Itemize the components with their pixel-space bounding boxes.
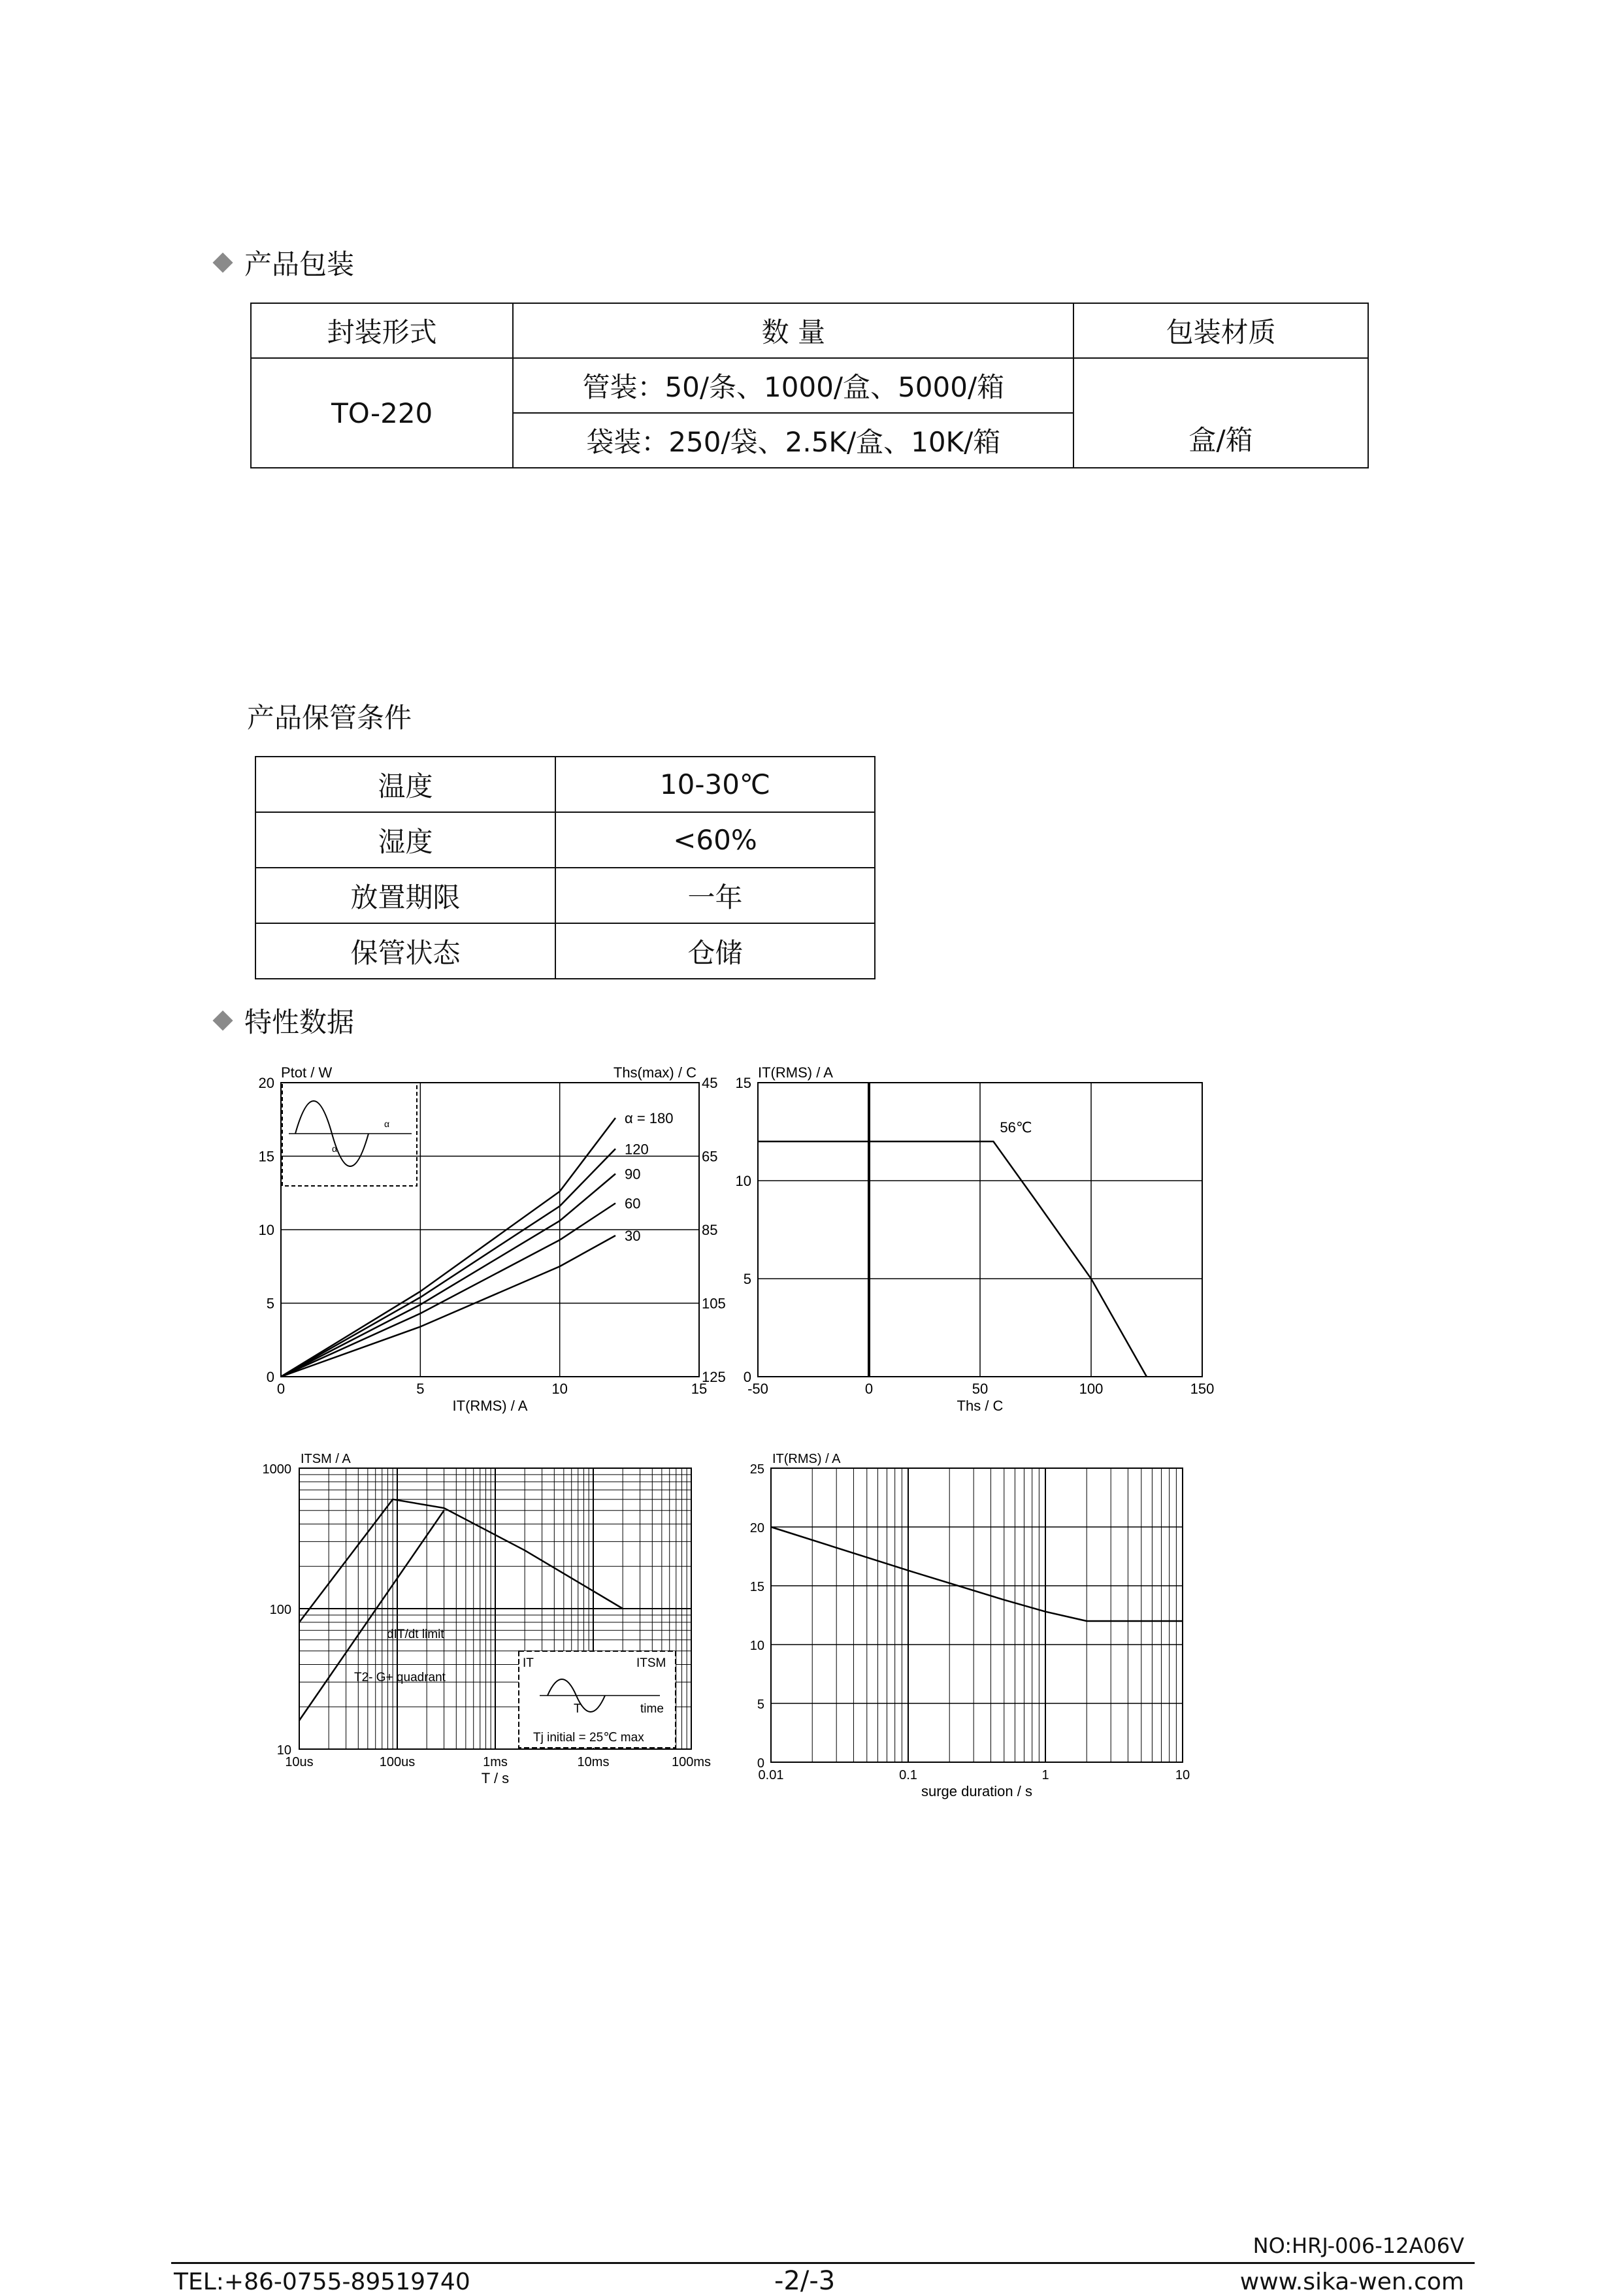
y-tick-label: 5 [743,1271,751,1287]
x-tick-label: 10ms [577,1755,610,1769]
storage-label: 保管状态 [255,923,555,979]
inset-alpha-label: α [332,1143,338,1154]
annotation-quadrant: T2- G+ quadrant [354,1671,446,1684]
y-right-tick-label: 105 [702,1295,726,1312]
y-tick-label: 0 [266,1369,274,1385]
annotation-itsm: ITSM [636,1656,666,1670]
annotation-it: IT [523,1656,534,1670]
header-quantity: 数 量 [513,303,1073,358]
storage-label: 温度 [255,757,555,812]
y-axis-label: IT(RMS) / A [772,1452,841,1466]
x-tick-label: 100 [1079,1381,1104,1397]
chart-power-dissipation [235,1055,745,1421]
y-tick-label: 15 [749,1580,764,1594]
series-line [281,1118,615,1377]
qty-bag-cell: 袋装：250/袋、2.5K/盒、10K/箱 [513,413,1073,468]
chart-surge-duration [732,1441,1228,1807]
plot-frame [771,1468,1183,1762]
chart-current-vs-temp [725,1055,1222,1421]
series-line [281,1236,615,1377]
x-tick-label: 10 [551,1381,568,1397]
storage-value: <60% [555,812,875,868]
storage-row [255,868,875,923]
x-axis-label: surge duration / s [921,1783,1032,1799]
x-tick-label: 1ms [483,1755,508,1769]
y-tick-label: 25 [749,1462,764,1477]
annotation-time: time [640,1702,664,1716]
footer-website: www.sika-wen.com [1239,2269,1464,2295]
series-line [771,1527,1183,1621]
storage-table [255,756,876,979]
packaging-table [250,303,1369,468]
y-right-axis-label: Ths(max) / C [613,1064,696,1081]
x-tick-label: 5 [416,1381,425,1397]
footer-rule [171,2262,1475,2264]
y-tick-label: 100 [269,1603,291,1617]
series-label: 30 [625,1228,641,1244]
series-label: 90 [625,1166,641,1183]
series-line [299,1500,623,1622]
x-tick-label: -50 [747,1381,768,1397]
y-tick-label: 1000 [262,1462,291,1477]
y-axis-label: IT(RMS) / A [758,1064,833,1081]
y-axis-label: Ptot / W [281,1064,333,1081]
annotation-t: T [574,1702,581,1716]
y-tick-label: 10 [749,1639,764,1653]
y-tick-label: 10 [276,1743,291,1758]
waveform-inset [282,1083,417,1186]
storage-value: 10-30℃ [555,757,875,812]
x-tick-label: 10us [285,1755,314,1769]
y-tick-label: 5 [757,1697,764,1712]
x-tick-label: 1 [1041,1768,1049,1782]
storage-value: 一年 [555,868,875,923]
series-label: 60 [625,1195,641,1212]
footer-tel: TEL:+86-0755-89519740 [174,2269,470,2295]
y-tick-label: 5 [266,1295,274,1312]
diamond-bullet-icon [212,1010,233,1030]
x-tick-label: 0.01 [758,1768,784,1782]
x-axis-label: IT(RMS) / A [452,1398,528,1414]
y-right-tick-label: 125 [702,1369,726,1385]
x-tick-label: 100ms [671,1755,712,1769]
y-tick-label: 15 [258,1148,274,1165]
section-storage-title: 产品保管条件 [247,702,412,734]
y-tick-label: 10 [735,1173,751,1189]
header-material: 包装材质 [1073,303,1368,358]
x-tick-label: 100us [379,1755,416,1769]
annotation-56c: 56℃ [1000,1119,1032,1136]
annotation-tj: Tj initial = 25℃ max [533,1731,644,1745]
x-axis-label: Ths / C [957,1398,1004,1414]
page-number: -2/-3 [774,2266,836,2296]
x-tick-label: 50 [972,1381,989,1397]
x-tick-label: 0 [864,1381,874,1397]
annotation-dit-limit: dIT/dt limit [387,1628,444,1641]
package-type-cell: TO-220 [251,358,513,468]
storage-row [255,757,875,812]
x-tick-label: 10 [1175,1768,1190,1782]
doc-number: NO:HRJ-006-12A06V [1253,2233,1464,2258]
x-tick-label: 15 [691,1381,708,1397]
series-line [758,1141,1147,1377]
storage-row [255,812,875,868]
y-right-tick-label: 65 [702,1148,718,1165]
storage-row [255,923,875,979]
series-label: α = 180 [625,1110,674,1126]
y-axis-label: ITSM / A [301,1452,351,1466]
x-tick-label: 150 [1190,1381,1215,1397]
y-tick-label: 20 [749,1521,764,1535]
x-tick-label: 0.1 [899,1768,917,1782]
y-right-tick-label: 45 [702,1075,718,1091]
chart-surge-current [242,1441,725,1807]
material-cell: 盒/箱 [1073,358,1368,468]
y-right-tick-label: 85 [702,1222,718,1238]
section-packaging-title: 产品包装 [216,243,354,282]
section-characteristics-title: 特性数据 [216,1001,354,1040]
y-tick-label: 15 [735,1075,751,1091]
diamond-bullet-icon [212,252,233,272]
storage-label: 湿度 [255,812,555,868]
x-axis-label: T / s [481,1770,510,1786]
storage-label: 放置期限 [255,868,555,923]
series-line [299,1511,444,1720]
y-tick-label: 0 [743,1369,751,1385]
series-label: 120 [625,1141,649,1158]
y-tick-label: 0 [757,1756,764,1771]
y-tick-label: 10 [258,1222,274,1238]
header-package-type: 封装形式 [251,303,513,358]
qty-tube-cell: 管装：50/条、1000/盒、5000/箱 [513,358,1073,413]
inset-alpha-label: α [384,1119,390,1129]
x-tick-label: 0 [276,1381,286,1397]
y-tick-label: 20 [258,1075,274,1091]
storage-value: 仓储 [555,923,875,979]
